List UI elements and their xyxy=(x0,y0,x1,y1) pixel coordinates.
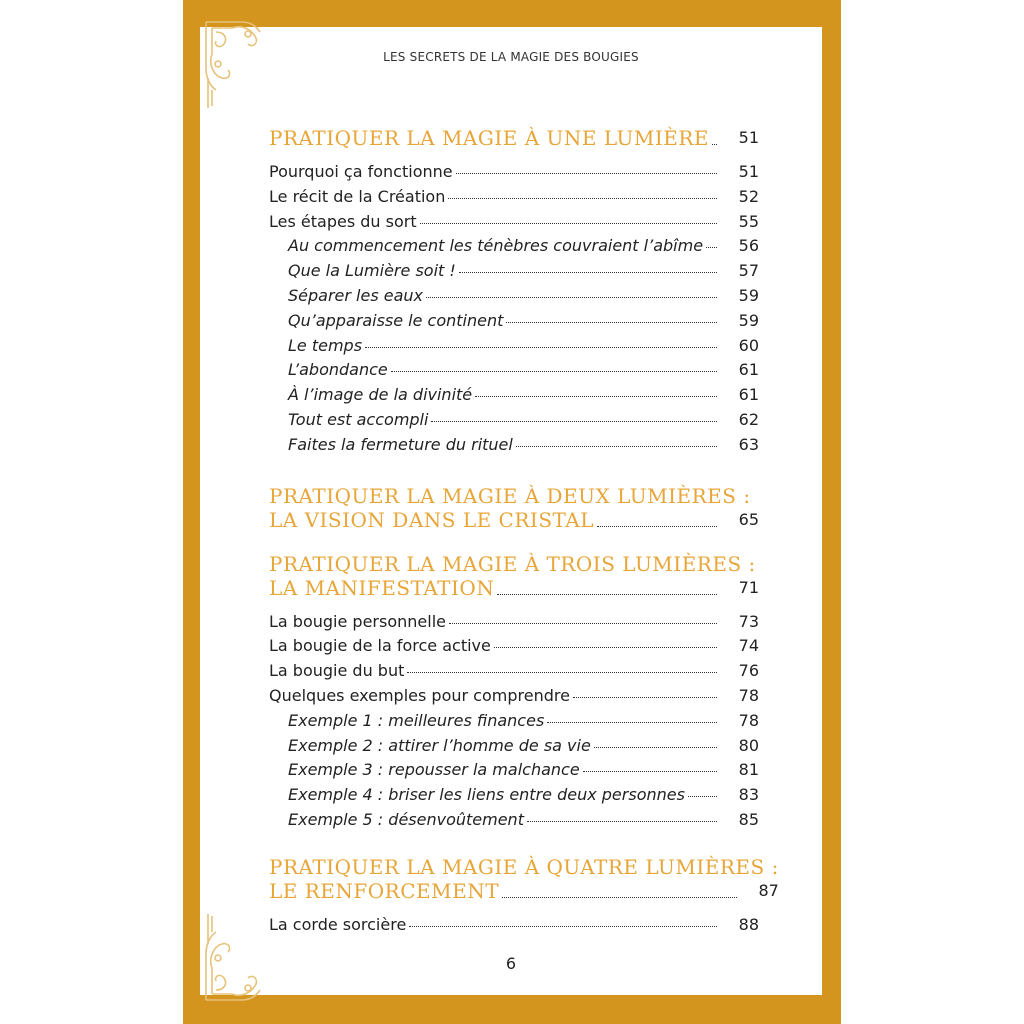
page-ref: 78 xyxy=(738,685,759,705)
page-ref: 63 xyxy=(738,434,759,454)
chapter-entry[interactable] xyxy=(269,552,759,600)
page-ref: 52 xyxy=(738,186,759,206)
entry-title: Quelques exemples pour comprendre xyxy=(269,685,570,705)
entry-title: L’abondance xyxy=(288,360,388,380)
toc-subentry[interactable] xyxy=(269,709,759,734)
page-ref: 71 xyxy=(738,577,759,597)
dot-leader xyxy=(506,322,717,323)
chapter-entry[interactable] xyxy=(269,484,759,532)
toc-entry[interactable] xyxy=(269,634,759,659)
chapter-title: PRATIQUER LA MAGIE À TROIS LUMIÈRES : xyxy=(269,551,756,576)
entry-title: Les étapes du sort xyxy=(269,211,417,231)
dot-leader xyxy=(688,796,717,797)
toc-subentry[interactable] xyxy=(269,408,759,433)
toc-subentry[interactable] xyxy=(269,259,759,284)
toc-subentry[interactable] xyxy=(269,334,759,359)
toc-subentry[interactable] xyxy=(269,309,759,334)
page-ref: 55 xyxy=(738,211,759,231)
page-ref: 62 xyxy=(738,409,759,429)
toc-subentry[interactable] xyxy=(269,433,759,458)
entry-title: La bougie personnelle xyxy=(269,611,446,631)
toc-entry[interactable] xyxy=(269,210,759,235)
toc-subentry[interactable] xyxy=(269,234,759,259)
page-ref: 65 xyxy=(738,509,759,529)
dot-leader xyxy=(583,771,717,772)
dot-leader xyxy=(497,594,717,595)
dot-leader xyxy=(712,144,717,145)
page-ref: 83 xyxy=(738,785,759,805)
chapter-title: LA MANIFESTATION xyxy=(269,575,495,600)
toc-subentry[interactable] xyxy=(269,783,759,808)
page-ref: 80 xyxy=(738,735,759,755)
entry-title: Tout est accompli xyxy=(288,409,429,429)
entry-title: La bougie du but xyxy=(269,661,405,681)
page-ref: 78 xyxy=(738,710,759,730)
dot-leader xyxy=(407,672,717,673)
dot-leader xyxy=(431,421,717,422)
toc-entry[interactable] xyxy=(269,684,759,709)
page-ref: 88 xyxy=(738,914,759,934)
entry-title: Qu’apparaisse le continent xyxy=(288,310,504,330)
page-ref: 61 xyxy=(738,360,759,380)
dot-leader xyxy=(409,926,717,927)
entry-title: Que la Lumière soit ! xyxy=(288,261,456,281)
page-ref: 59 xyxy=(738,285,759,305)
dot-leader xyxy=(706,247,717,248)
page-ref: 74 xyxy=(738,636,759,656)
page-ref: 56 xyxy=(738,236,759,256)
entry-title: Exemple 2 : attirer l’homme de sa vie xyxy=(288,735,591,755)
dot-leader xyxy=(597,526,717,527)
entry-title: La corde sorcière xyxy=(269,914,407,934)
dot-leader xyxy=(594,747,717,748)
page-ref: 87 xyxy=(758,880,779,900)
entry-title: Séparer les eaux xyxy=(288,285,424,305)
entry-title: La bougie de la force active xyxy=(269,636,491,656)
page-ref: 60 xyxy=(738,335,759,355)
toc-subentry[interactable] xyxy=(269,734,759,759)
chapter-title: PRATIQUER LA MAGIE À QUATRE LUMIÈRES : xyxy=(269,854,779,879)
dot-leader xyxy=(459,272,717,273)
page-ref: 73 xyxy=(738,611,759,631)
dot-leader xyxy=(449,623,717,624)
dot-leader xyxy=(365,347,717,348)
entry-title: Le temps xyxy=(288,335,363,355)
entry-title: Exemple 5 : désenvoûtement xyxy=(288,809,524,829)
chapter-entry[interactable] xyxy=(269,126,759,150)
toc-entry[interactable] xyxy=(269,913,759,938)
page-ref: 76 xyxy=(738,661,759,681)
chapter-title: LA VISION DANS LE CRISTAL xyxy=(269,507,594,532)
chapter-title: PRATIQUER LA MAGIE À UNE LUMIÈRE xyxy=(269,126,710,150)
dot-leader xyxy=(547,722,717,723)
entry-title: Le récit de la Création xyxy=(269,186,446,206)
entry-title: Au commencement les ténèbres couvraient l’abîme xyxy=(288,236,704,256)
dot-leader xyxy=(426,297,717,298)
toc-section xyxy=(269,552,759,833)
page-number: 6 xyxy=(505,954,517,973)
dot-leader xyxy=(420,223,717,224)
dot-leader xyxy=(516,446,717,447)
chapter-title: PRATIQUER LA MAGIE À DEUX LUMIÈRES : xyxy=(269,483,751,508)
toc-subentry[interactable] xyxy=(269,284,759,309)
page-ref: 85 xyxy=(738,809,759,829)
chapter-title: LE RENFORCEMENT xyxy=(269,878,500,903)
page-ref: 61 xyxy=(738,385,759,405)
chapter-entry[interactable] xyxy=(269,854,779,903)
entry-title: Pourquoi ça fonctionne xyxy=(269,162,453,181)
toc-entry[interactable] xyxy=(269,185,759,210)
entry-title: À l’image de la divinité xyxy=(288,385,473,405)
toc-entry[interactable] xyxy=(269,160,759,185)
entry-title: Exemple 3 : repousser la malchance xyxy=(288,760,580,780)
page-ref: 59 xyxy=(738,310,759,330)
toc-subentry[interactable] xyxy=(269,808,759,833)
toc-subentry[interactable] xyxy=(269,383,759,408)
dot-leader xyxy=(502,897,737,898)
entry-title: Exemple 1 : meilleures finances xyxy=(288,710,545,730)
toc-entry[interactable] xyxy=(269,610,759,635)
dot-leader xyxy=(448,198,717,199)
toc-subentry[interactable] xyxy=(269,758,759,783)
entry-title: Exemple 4 : briser les liens entre deux personnes xyxy=(288,785,685,805)
dot-leader xyxy=(391,371,717,372)
corner-ornament-top xyxy=(202,18,276,112)
toc-section xyxy=(269,854,779,938)
entry-title: Faites la fermeture du rituel xyxy=(288,434,513,454)
toc-section xyxy=(269,484,759,532)
running-head: LES SECRETS DE LA MAGIE DES BOUGIES xyxy=(383,50,639,64)
page-ref: 81 xyxy=(738,760,759,780)
dot-leader xyxy=(527,821,717,822)
toc-section xyxy=(269,126,759,458)
page-ref: 57 xyxy=(738,261,759,281)
dot-leader xyxy=(456,173,717,174)
dot-leader xyxy=(573,697,717,698)
page-ref: 51 xyxy=(738,128,759,147)
toc-entry[interactable] xyxy=(269,659,759,684)
table-of-contents xyxy=(269,106,779,938)
toc-subentry[interactable] xyxy=(269,358,759,383)
dot-leader xyxy=(494,647,717,648)
dot-leader xyxy=(475,396,717,397)
page-ref: 51 xyxy=(738,162,759,181)
